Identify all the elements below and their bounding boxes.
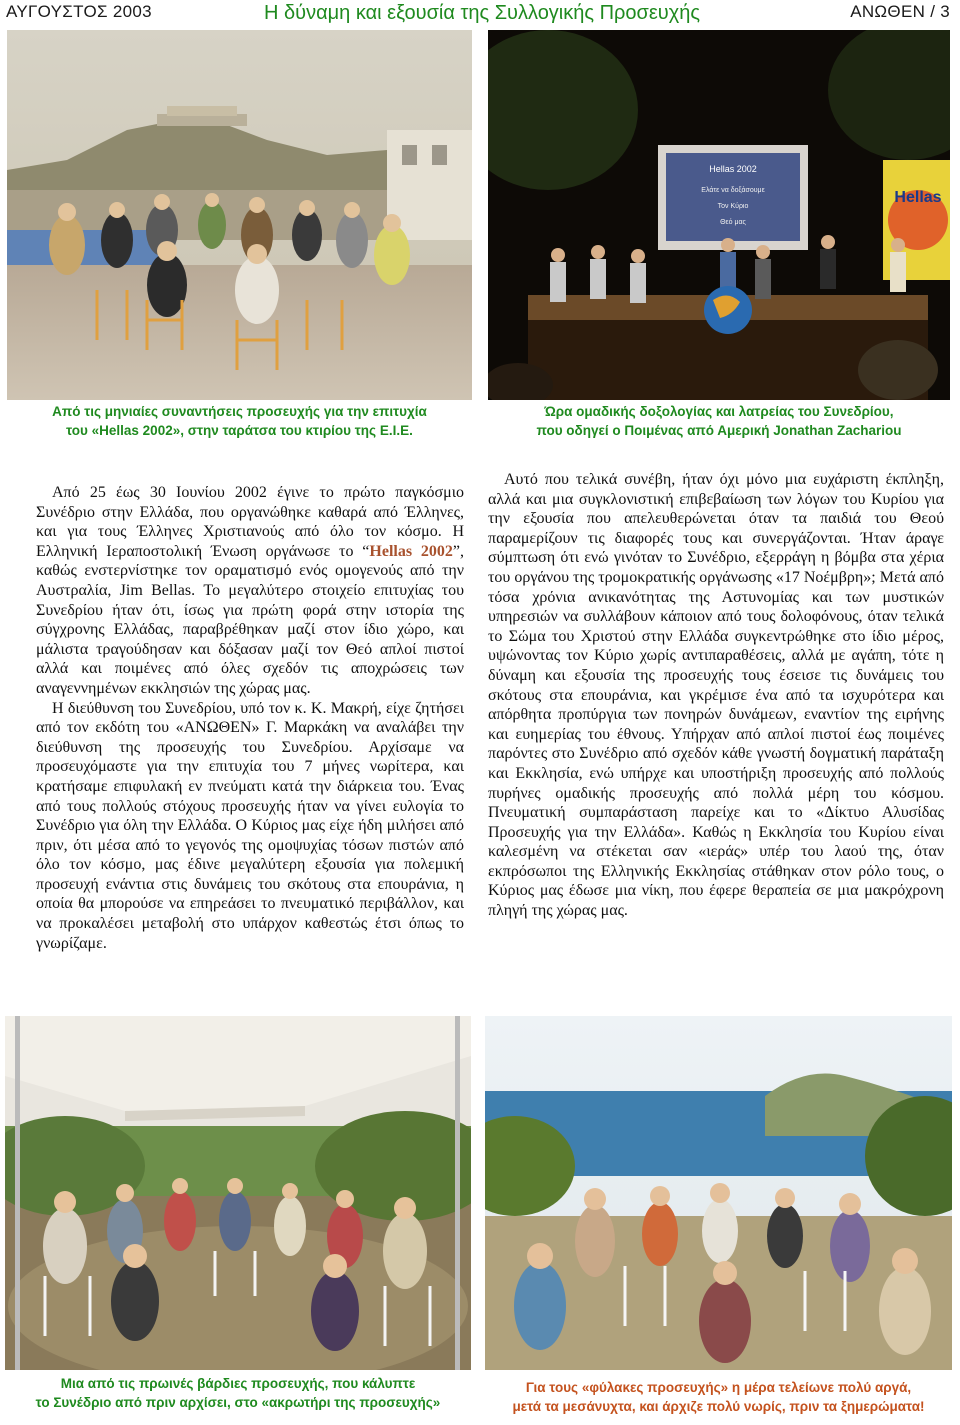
issue-date: ΑΥΓΟΥΣΤΟΣ 2003 [6,2,152,21]
caption-prayer-guardians-photo [485,1378,952,1416]
caption-line: του «Hellas 2002», στην ταράτσα του κτιρίου της Ε.Ι.Ε. [66,423,413,438]
caption-line: Από τις μηνιαίες συναντήσεις προσευχής για την επιτυχία [52,404,427,419]
article-paragraph [36,483,464,699]
caption-line: Για τους «φύλακες προσευχής» η μέρα τελείωνε πολύ αργά, [525,1380,912,1395]
caption-line: Μια από τις πρωινές βάρδιες προσευχής, που κάλυπτε [60,1376,416,1391]
screen-title: Hellas 2002 [709,164,757,174]
caption-rooftop-photo [7,402,472,440]
article-column-left [36,483,464,953]
caption-line: Ώρα ομαδικής δοξολογίας και λατρείας του Συνεδρίου, [544,404,894,419]
event-name-highlight: Hellas 2002 [369,542,453,560]
paragraph-text: Από 25 έως 30 Ιουνίου 2002 έγινε το πρώτο παγκόσμιο Συνέδριο στην Ελλάδα, που οργανώθηκε καθαρά από Έλληνες, και για τους Έλληνες Χριστιανούς από όλο τον κόσμο. Η Ελληνική Ιεραποστολική Ένωση οργάνωσε το “ [36,484,464,560]
article-paragraph: Η διεύθυνση του Συνεδρίου, υπό τον κ. Κ. Μακρή, είχε ζητήσει από τον εκδότη του «ΑΝΩΘΕΝ» Γ. Μαρκάκη να αναλάβει την διεύθυνση της προσευχής του Συνεδρίου. Αρχίσαμε να προσευχόμαστε για την επιτυχία του 7 μήνες νωρίτερα, και κρατήσαμε επιφυλακή εν πνεύματι κατά την διάρκεια του. Ένας από τους πολλούς στόχους προσευχής ήταν να γίνει ευλογία το Συνέδριο για όλη την Ελλάδα. Ο Κύριος μας είχε ήδη μιλήσει από πριν, ότι μέσα από το γεγονός της ομοψυχίας τόσων πιστών από όλο τον κόσμο, μας έδινε μεγαλύτερη εξουσία για πολεμική προσευχή ενάντια στις δυνάμεις του σκότους στα επουράνια, η οποία θα μπορούσε να επηρεάσει το πνευματικό περιβάλλον, και να προκαλέσει μεταβολή στο υπάρχον καθεστώς έτσι όπως το γνωρίζαμε. [36,699,464,952]
screen-line-1: Ελάτε να δοξάσουμε [701,187,765,194]
photo-rooftop-prayer-meeting [7,30,472,400]
photo-prayer-guardians [485,1016,952,1370]
photo-morning-prayer-shift [5,1016,471,1370]
page-number: ΑΝΩΘΕΝ / 3 [850,2,950,21]
article-paragraph: Αυτό που τελικά συνέβη, ήταν όχι μόνο μια ευχάριστη έκπληξη, αλλά και μια συγκλονιστική επιβεβαίωση των λόγων του Κυρίου για την εξουσία που απελευθερώνεται όταν τα παιδιά του Θεού παραμερίζουν τις διαφορές τους και συνεργάζονται. Ήταν άραγε σύμπτωση ότι ενώ γινόταν το Συνέδριο, εξερράγη η βόμβα στα χέρια του οργάνου της τρομοκρατικής οργάνωσης «17 Νοέμβρη»; Μετά από τόσα χρόνια ανικανότητας της Αστυνομίας και των μυστικών υπηρεσιών να συλλάβουν κάποιον από τους δολοφόνους, όταν τελικά το Σώμα του Χριστού στην Ελλάδα συγκεντρώθηκε στο ίδιο μέρος, υψώνοντας τον Κύριο χωρίς αντιπαραθέσεις, αλλά με αγάπη, τότε η δύναμη και εξουσία της προσευχής τους έσεισε τις δυνάμεις του σκότους στα επουράνια, και γκρέμισε ένα από τα ισχυρότερα και απόρθητα προπύργια των πονηρών δυνάμεων, εναντίον της ειρήνης και ευημερίας του έθνους. Υπήρχαν από απλοί πιστοί έως ποιμένες παρόντες στο Συνέδριο από σχεδόν κάθε γνωστή δογματική παράταξη και Εκκλησία, ενώ υπήρχε και υποστήριξη προσευχής από πολλούς πυρήνες ομαδικής προσευχής από πολλά μέρη του κόσμου. Πνευματική συμπαράσταση παρείχε και το «Δίκτυο Αλυσίδας Προσευχής για την Ελλάδα». Καθώς η Εκκλησία του Κυρίου είναι καλεσμένη να στέκεται σαν «ιεράς» υπέρ του λαού της, όταν εκπρόσωποι της Ελληνικής Εκκλησίας στάθηκαν στον ρόλο τους, ο Κύριος μας έδωσε μια νίκη, που έφερε θεραπεία σε μια μακρόχρονη πληγή της χώρας μας. [488,471,944,920]
article-column-right [488,470,944,921]
screen-line-3: Θεό μας [720,219,746,226]
caption-stage-photo [488,402,950,440]
caption-line: μετά τα μεσάνυχτα, και άρχιζε πολύ νωρίς, πριν τα ξημερώματα! [512,1399,925,1414]
caption-line: που οδηγεί ο Ποιμένας από Αμερική Jonathan Zachariou [536,423,902,438]
photo-night-worship-stage [488,30,950,400]
caption-morning-prayer-photo [5,1374,471,1412]
banner-text: Hellas [894,189,942,206]
paragraph-text: ”, καθώς ενστερνίστηκε τον οραματισμό ενός ομογενούς από την Αυστραλία, Jim Bellas. Το μεγαλύτερο στοιχείο επιτυχίας του Συνεδρίου ήταν ότι, ίσως για πρώτη φορά στην ιστορία της σύγχρονης Ελλάδας, παραβρέθηκαν μαζί στον ίδιο χώρο, και μάλιστα τραγούδησαν και δόξασαν μαζί τον Θεό απλοί πιστοί αλλά και ποιμένες από όλες σχεδόν τις αποχρώσεις των αναγεννημένων εκκλησιών της χώρας μας. [36,542,465,697]
screen-line-2: Τον Κύριο [717,203,749,210]
caption-line: το Συνέδριο από πριν αρχίσει, στο «ακρωτήρι της προσευχής» [35,1395,441,1410]
page-title: Η δύναμη και εξουσία της Συλλογικής Προσευχής [264,2,700,24]
